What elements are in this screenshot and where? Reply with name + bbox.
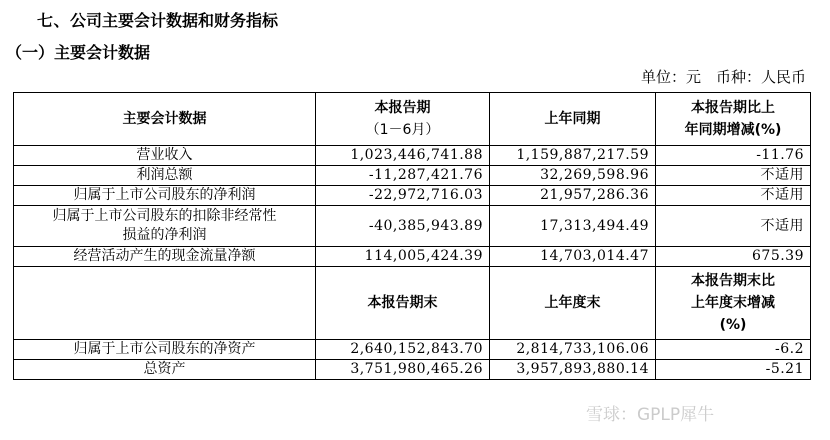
header-text: 本报告期比上	[691, 100, 775, 116]
cell-prior: 17,313,494.49	[490, 206, 656, 247]
cell-prior: 14,703,014.47	[490, 247, 656, 267]
header-text: （1－6月）	[365, 122, 440, 138]
table-row	[14, 340, 811, 360]
header-cell-empty	[14, 267, 316, 340]
header-cell-period-end: 本报告期末	[316, 267, 490, 340]
section-title: 公司主要会计数据和财务指标	[70, 11, 279, 30]
cell-prior: 3,957,893,880.14	[490, 360, 656, 380]
header-text: 年同期增减(%)	[684, 122, 782, 138]
header-text: 上年度末增减	[691, 295, 775, 311]
cell-change: 不适用	[656, 206, 811, 247]
cell-change: -5.21	[656, 360, 811, 380]
cell-change: 不适用	[656, 186, 811, 206]
row-label-line: 损益的净利润	[122, 227, 207, 243]
cell-change: 675.39	[656, 247, 811, 267]
subsection-heading: （一）主要会计数据	[6, 43, 151, 62]
row-label: 总资产	[14, 360, 316, 380]
table-header-row	[14, 93, 811, 146]
section-number: 七、	[36, 11, 70, 30]
header-text: 本报告期	[374, 100, 431, 116]
cell-current: 1,023,446,741.88	[316, 146, 490, 166]
cell-current: 114,005,424.39	[316, 247, 490, 267]
accounting-data-table	[13, 92, 811, 380]
cell-prior: 21,957,286.36	[490, 186, 656, 206]
cell-change: -11.76	[656, 146, 811, 166]
cell-current: 3,751,980,465.26	[316, 360, 490, 380]
header-cell-current-period	[316, 93, 490, 146]
cell-current: -22,972,716.03	[316, 186, 490, 206]
header-cell-prior-year-end: 上年度末	[490, 267, 656, 340]
table-row	[14, 186, 811, 206]
header-text: 本报告期末比	[691, 273, 775, 289]
table-row	[14, 146, 811, 166]
table-row	[14, 247, 811, 267]
unit-note: 单位：元 币种：人民币	[640, 68, 806, 86]
row-label: 利润总额	[14, 166, 316, 186]
table-row	[14, 166, 811, 186]
row-label-line: 归属于上市公司股东的扣除非经常性	[52, 208, 277, 224]
section-heading	[6, 8, 278, 31]
row-label: 经营活动产生的现金流量净额	[14, 247, 316, 267]
header-cell-change	[656, 267, 811, 340]
header-text: (%)	[719, 317, 747, 333]
cell-prior: 2,814,733,106.06	[490, 340, 656, 360]
table-header-row	[14, 267, 811, 340]
table-row	[14, 206, 811, 247]
header-cell-change	[656, 93, 811, 146]
cell-current: 2,640,152,843.70	[316, 340, 490, 360]
row-label: 归属于上市公司股东的净资产	[14, 340, 316, 360]
row-label	[14, 206, 316, 247]
row-label: 营业收入	[14, 146, 316, 166]
header-cell-item: 主要会计数据	[14, 93, 316, 146]
cell-current: -40,385,943.89	[316, 206, 490, 247]
header-cell-prior-period: 上年同期	[490, 93, 656, 146]
row-label: 归属于上市公司股东的净利润	[14, 186, 316, 206]
table-row	[14, 360, 811, 380]
cell-change: -6.2	[656, 340, 811, 360]
cell-change: 不适用	[656, 166, 811, 186]
cell-prior: 32,269,598.96	[490, 166, 656, 186]
watermark: 雪球：GPLP犀牛	[586, 405, 715, 425]
cell-current: -11,287,421.76	[316, 166, 490, 186]
cell-prior: 1,159,887,217.59	[490, 146, 656, 166]
